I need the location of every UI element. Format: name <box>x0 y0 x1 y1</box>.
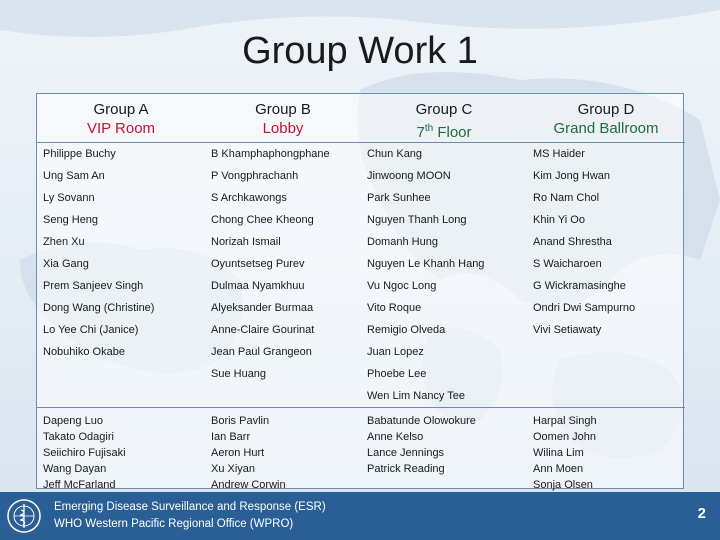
member-cell: G Wickramasinghe <box>533 280 626 292</box>
group-name: Group C <box>415 101 473 118</box>
group-location: Lobby <box>262 120 304 137</box>
table-row <box>37 143 685 166</box>
member-cell <box>37 363 205 385</box>
member-cell: Zhen Xu <box>43 236 85 248</box>
member-name: Boris Pavlin <box>211 415 270 427</box>
member-cell: Lo Yee Chi (Janice) <box>43 324 139 336</box>
member-cell <box>37 385 205 408</box>
member-cell: Anne-Claire Gourinat <box>211 324 315 336</box>
member-cell <box>527 385 685 408</box>
member-cell: Jinwoong MOON <box>367 170 451 182</box>
member-list-cell <box>361 408 527 496</box>
member-name: Andrew Corwin <box>211 479 286 491</box>
member-name: Oomen John <box>533 431 596 443</box>
member-cell: Kim Jong Hwan <box>533 170 611 182</box>
member-cell: S Archkawongs <box>211 192 287 204</box>
member-cell: Wen Lim Nancy Tee <box>367 390 466 402</box>
member-cell: Ro Nam Chol <box>533 192 600 204</box>
table-row <box>37 385 685 408</box>
member-name: Lance Jennings <box>367 447 445 459</box>
member-cell: Nobuhiko Okabe <box>43 346 125 358</box>
member-cell <box>527 363 685 385</box>
group-assignment-table <box>36 93 684 489</box>
member-name: Harpal Singh <box>533 415 597 427</box>
member-cell: Chun Kang <box>367 148 423 160</box>
member-cell: Jean Paul Grangeon <box>211 346 312 358</box>
group-name: Group D <box>577 101 635 118</box>
member-cell: Remigio Olveda <box>367 324 446 336</box>
member-cell: Vu Ngoc Long <box>367 280 437 292</box>
table-row <box>37 165 685 187</box>
who-emblem-icon <box>6 498 42 534</box>
member-name: Ann Moen <box>533 463 584 475</box>
member-name: Jeff McFarland <box>43 479 116 491</box>
member-name: Wang Dayan <box>43 463 107 475</box>
location-superscript: th <box>424 123 434 134</box>
member-list-cell <box>205 408 361 496</box>
group-name: Group B <box>255 101 311 118</box>
member-cell <box>205 385 361 408</box>
member-cell: Alyeksander Burmaa <box>211 302 314 314</box>
member-name: Wilina Lim <box>533 447 584 459</box>
group-location: VIP Room <box>86 120 156 137</box>
member-cell: S Waicharoen <box>533 258 602 270</box>
footer-line-1: Emerging Disease Surveillance and Response (ESR) <box>54 501 326 513</box>
member-cell: Ondri Dwi Sampurno <box>533 302 636 314</box>
table-row <box>37 297 685 319</box>
member-name: Dapeng Luo <box>43 415 103 427</box>
footer-text <box>54 499 326 533</box>
member-cell: Xia Gang <box>43 258 89 270</box>
table-row <box>37 275 685 297</box>
table-row <box>37 363 685 385</box>
member-name: Patrick Reading <box>367 463 445 475</box>
member-name: Ian Barr <box>211 431 251 443</box>
member-cell: B Khamphaphongphane <box>211 148 330 160</box>
member-list-cell <box>37 408 205 496</box>
group-location: Grand Ballroom <box>553 120 659 137</box>
group-location <box>363 119 525 142</box>
member-cell: Ly Sovann <box>43 192 95 204</box>
group-b-header <box>205 94 361 143</box>
member-cell: Park Sunhee <box>367 192 431 204</box>
member-cell: Ung Sam An <box>43 170 105 182</box>
table-row <box>37 319 685 341</box>
page-number: 2 <box>697 505 706 522</box>
member-cell: Norizah Ismail <box>211 236 281 248</box>
member-name: Seiichiro Fujisaki <box>43 447 126 459</box>
location-rest: Floor <box>433 124 472 141</box>
member-cell: Philippe Buchy <box>43 148 116 160</box>
group-c-header <box>361 94 527 143</box>
member-cell: Sue Huang <box>211 368 267 380</box>
table-body <box>37 143 685 496</box>
member-cell: Vivi Setiawaty <box>533 324 602 336</box>
member-cell: P Vongphrachanh <box>211 170 299 182</box>
header-row <box>37 94 685 143</box>
member-cell: MS Haider <box>533 148 585 160</box>
table-row <box>37 187 685 209</box>
member-cell: Dong Wang (Christine) <box>43 302 155 314</box>
table-row <box>37 209 685 231</box>
member-cell: Oyuntsetseg Purev <box>211 258 305 270</box>
member-cell: Khin Yi Oo <box>533 214 585 226</box>
slide-title: Group Work 1 <box>242 30 478 72</box>
member-cell: Juan Lopez <box>367 346 424 358</box>
group-a-header <box>37 94 205 143</box>
member-name: Anne Kelso <box>367 431 424 443</box>
table-row <box>37 408 685 496</box>
member-cell: Chong Chee Kheong <box>211 214 314 226</box>
member-cell: Domanh Hung <box>367 236 438 248</box>
member-cell: Nguyen Thanh Long <box>367 214 467 226</box>
group-name: Group A <box>93 101 149 118</box>
member-cell: Dulmaa Nyamkhuu <box>211 280 305 292</box>
member-name: Sonja Olsen <box>533 479 593 491</box>
table-row <box>37 253 685 275</box>
footer-line-2: WHO Western Pacific Regional Office (WPRO) <box>54 518 294 530</box>
member-name: Aeron Hurt <box>211 447 265 459</box>
member-cell: Nguyen Le Khanh Hang <box>367 258 485 270</box>
member-name: Babatunde Olowokure <box>367 415 476 427</box>
member-cell: Phoebe Lee <box>367 368 427 380</box>
table-row <box>37 231 685 253</box>
member-cell: Prem Sanjeev Singh <box>43 280 144 292</box>
table-row <box>37 341 685 363</box>
member-cell <box>527 341 685 363</box>
location-number: 7 <box>416 124 425 141</box>
member-name: Takato Odagiri <box>43 431 114 443</box>
member-cell: Anand Shrestha <box>533 236 612 248</box>
member-name: Xu Xiyan <box>211 463 256 475</box>
member-cell: Seng Heng <box>43 214 99 226</box>
member-list-cell <box>527 408 685 496</box>
group-d-header <box>527 94 685 143</box>
member-cell: Vito Roque <box>367 302 422 314</box>
